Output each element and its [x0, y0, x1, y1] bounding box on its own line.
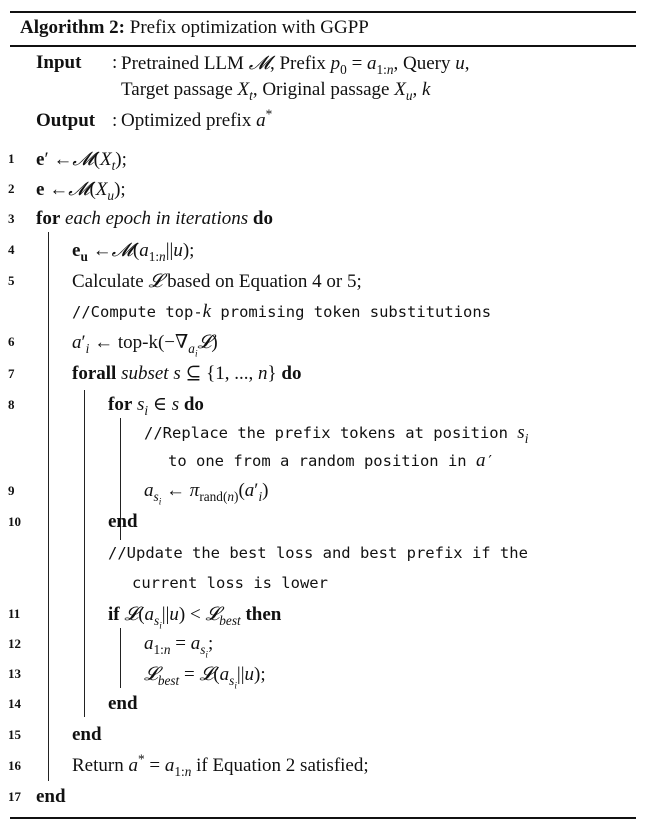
algorithm-title: Prefix optimization with GGPP	[129, 17, 369, 38]
code-line-13: 𝓛$_{best}$ = $𝓛(a_{s_i}||u)$;	[144, 663, 266, 692]
line-number: 5	[8, 273, 15, 288]
input-label: Input	[36, 52, 82, 73]
line-number: 3	[8, 211, 15, 226]
code-line-15: end	[72, 724, 102, 745]
algorithm-caption	[20, 15, 369, 41]
line-number: 10	[8, 514, 21, 529]
bottom-rule	[10, 817, 636, 819]
indent-guide-if	[120, 628, 121, 688]
top-rule	[10, 11, 636, 13]
line-number: 9	[8, 483, 15, 498]
comment-line-continued: current loss is lower	[132, 574, 328, 592]
comment-line: //Update the best loss and best prefix if the	[108, 544, 528, 562]
code-line-10: end	[108, 511, 138, 532]
line-number: 13	[8, 666, 21, 681]
code-line-17: end	[36, 786, 66, 807]
comment-line: //Compute top-k promising token substitutions	[72, 301, 492, 322]
line-number: 15	[8, 727, 21, 742]
code-line-11: if $𝓛(a_{s_i}||u)$ < 𝓛$_{best}$ then	[108, 603, 282, 632]
code-line-12: $a_{1:n} = a_{s_i}$;	[144, 633, 214, 661]
code-line-4: $e_u$ $\leftarrow 𝓜(a_{1:n}||u)$;	[72, 239, 195, 264]
input-text-line2: Target passage $X_t$, Original passage $X_u$, k	[121, 79, 431, 103]
line-number: 1	[8, 151, 15, 166]
code-line-16: Return $a^* = a_{1:n}$ if Equation 2 satisfied;	[72, 751, 369, 779]
code-line-14: end	[108, 693, 138, 714]
line-number: 17	[8, 789, 21, 804]
caption-rule	[10, 45, 636, 47]
code-line-7: forall subset s ⊆ {1, ..., n} do	[72, 363, 302, 384]
code-line-9: $a_{s_i}$ ← $\pi_{rand(n)}(a'_i)$	[144, 480, 269, 508]
line-number: 14	[8, 696, 21, 711]
code-line-1: e′ $\leftarrow 𝓜(X_t)$;	[36, 148, 127, 173]
algorithm-label: Algorithm 2:	[20, 17, 126, 38]
code-line-3: for each epoch in iterations do	[36, 208, 273, 229]
code-line-8: for $s_i$ ∈ s do	[108, 394, 204, 418]
input-colon: :	[112, 52, 118, 73]
line-number: 8	[8, 397, 15, 412]
line-number: 4	[8, 242, 15, 257]
code-line-5: Calculate 𝓛 based on Equation 4 or 5;	[72, 270, 362, 292]
line-number: 2	[8, 181, 15, 196]
output-colon: :	[112, 110, 118, 131]
code-line-2: e $\leftarrow 𝓜(X_u)$;	[36, 178, 126, 203]
line-number: 6	[8, 334, 15, 349]
line-number: 12	[8, 636, 21, 651]
line-number: 16	[8, 758, 21, 773]
indent-guide-for-epoch	[48, 232, 49, 781]
line-number: 11	[8, 606, 21, 621]
comment-line-continued: to one from a random position in a′	[168, 450, 495, 471]
code-line-6: $a'_i$ ← top-$k(-\nabla_{a_i}𝓛)$	[72, 331, 218, 360]
indent-guide-forall	[84, 390, 85, 717]
comment-line: //Replace the prefix tokens at position $s_i$	[144, 422, 529, 446]
input-text-line1: Pretrained LLM 𝓜, Prefix $p_0 = a_{1:n}$, Query u,	[121, 52, 470, 77]
line-number: 7	[8, 366, 15, 381]
output-text: Optimized prefix a*	[121, 106, 273, 131]
output-label: Output	[36, 110, 96, 131]
